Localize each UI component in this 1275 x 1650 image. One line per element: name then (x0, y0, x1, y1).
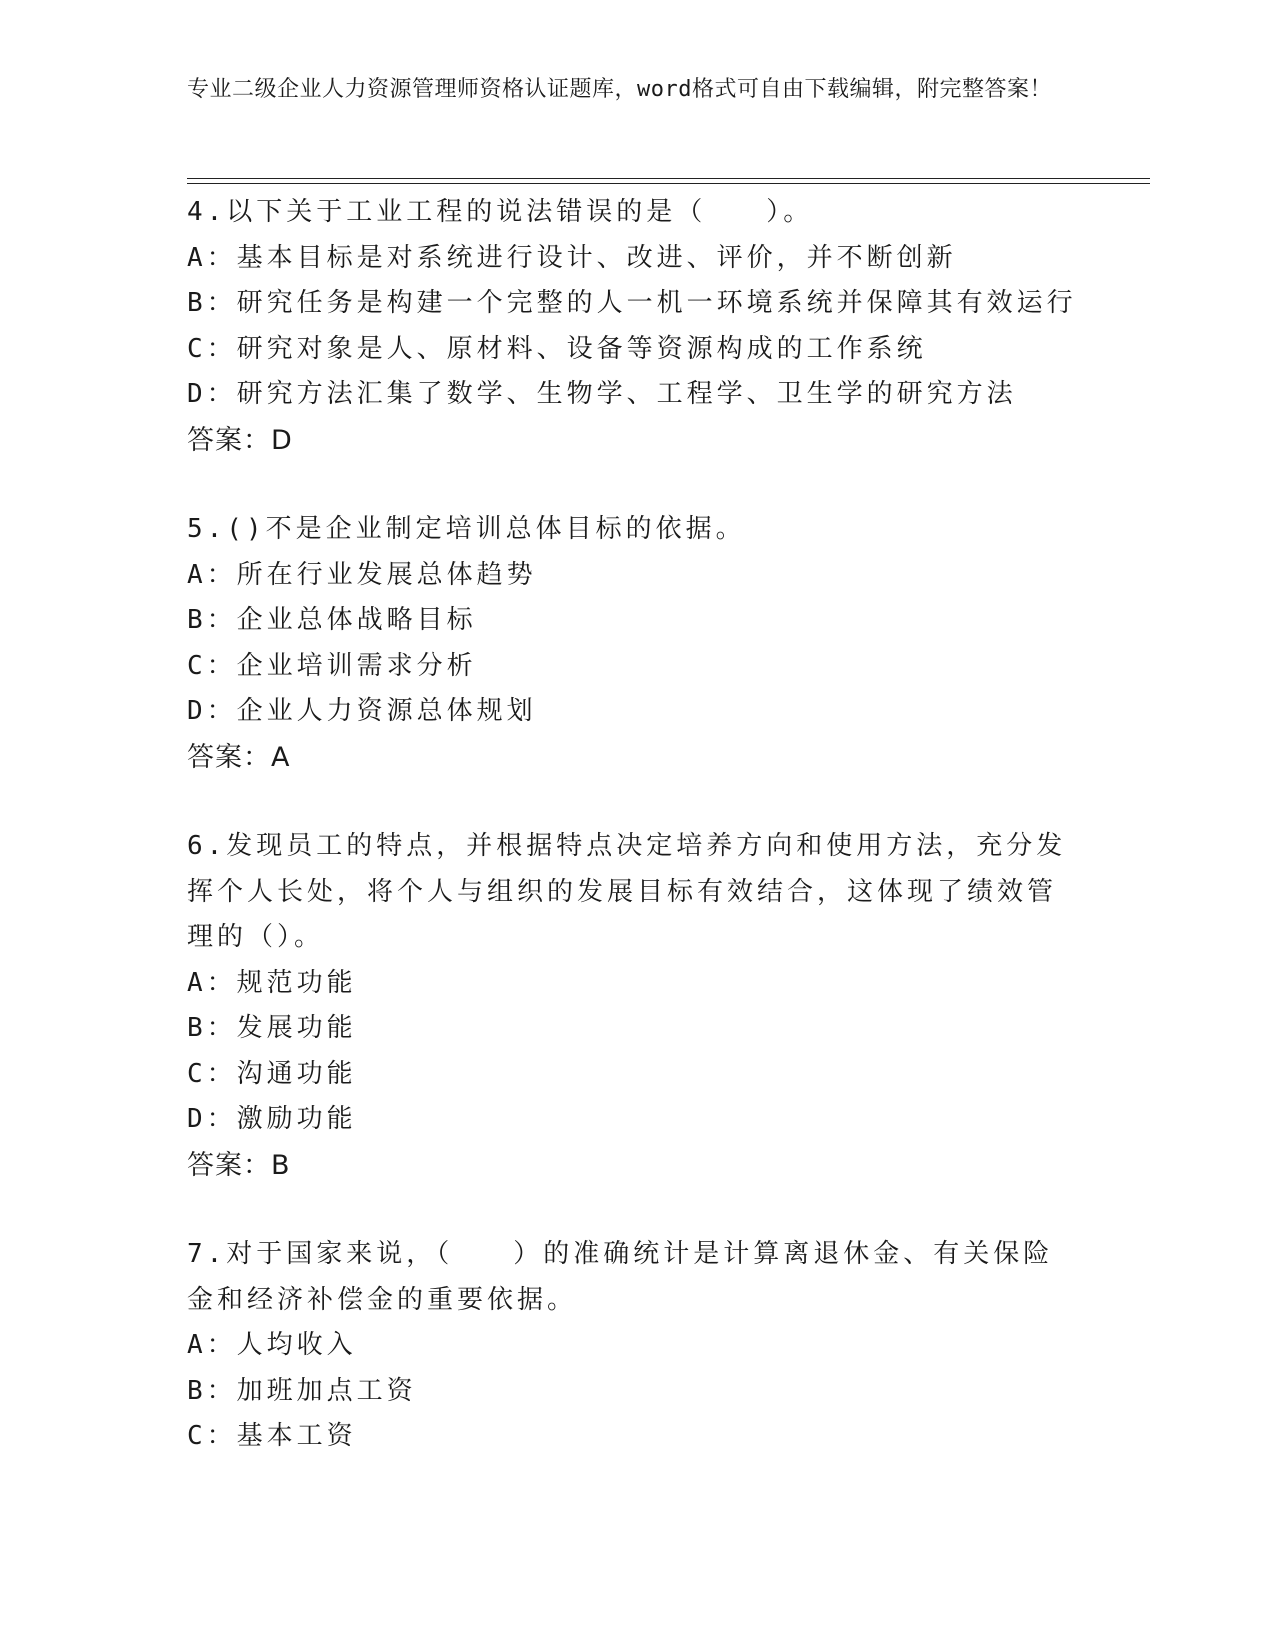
question-4 (187, 190, 1077, 463)
option-a: A：所在行业发展总体趋势 (187, 559, 537, 590)
question-text: 7.对于国家来说，（ ）的准确统计是计算离退休金、有关保险金和经济补偿金的重要依据。 (187, 1239, 1054, 1315)
option-a: A：基本目标是对系统进行设计、改进、评价，并不断创新 (187, 242, 957, 273)
option-b: B：企业总体战略目标 (187, 605, 477, 635)
question-list (187, 190, 1077, 1504)
option-b: B：研究任务是构建一个完整的人一机一环境系统并保障其有效运行 (187, 288, 1077, 318)
option-c: C：沟通功能 (187, 1058, 357, 1089)
option-c: C：企业培训需求分析 (187, 650, 477, 681)
header-divider-bottom (187, 183, 1150, 184)
page-header: 专业二级企业人力资源管理师资格认证题库，word格式可自由下载编辑，附完整答案！ (187, 77, 1052, 102)
question-text: 5.()不是企业制定培训总体目标的依据。 (187, 514, 746, 544)
option-b: B：加班加点工资 (187, 1375, 417, 1406)
option-d: D：激励功能 (187, 1104, 357, 1134)
option-c: C：基本工资 (187, 1421, 357, 1451)
question-5 (187, 507, 1067, 780)
answer-line: 答案：D (187, 424, 293, 456)
option-d: D：企业人力资源总体规划 (187, 696, 537, 726)
question-text: 4.以下关于工业工程的说法错误的是（ ）。 (187, 197, 814, 227)
answer-line: 答案：B (187, 1149, 291, 1181)
option-c: C：研究对象是人、原材料、设备等资源构成的工作系统 (187, 333, 927, 364)
option-d: D：研究方法汇集了数学、生物学、工程学、卫生学的研究方法 (187, 379, 1017, 409)
question-text: 6.发现员工的特点，并根据特点决定培养方向和使用方法，充分发挥个人长处，将个人与组织的发展目标有效结合，这体现了绩效管理的（）。 (187, 831, 1067, 952)
header-divider-top (187, 178, 1150, 179)
question-7 (187, 1232, 1067, 1460)
question-6 (187, 824, 1067, 1188)
option-a: A：规范功能 (187, 967, 357, 998)
option-a: A：人均收入 (187, 1330, 357, 1360)
option-b: B：发展功能 (187, 1013, 357, 1043)
answer-line: 答案：A (187, 741, 291, 773)
